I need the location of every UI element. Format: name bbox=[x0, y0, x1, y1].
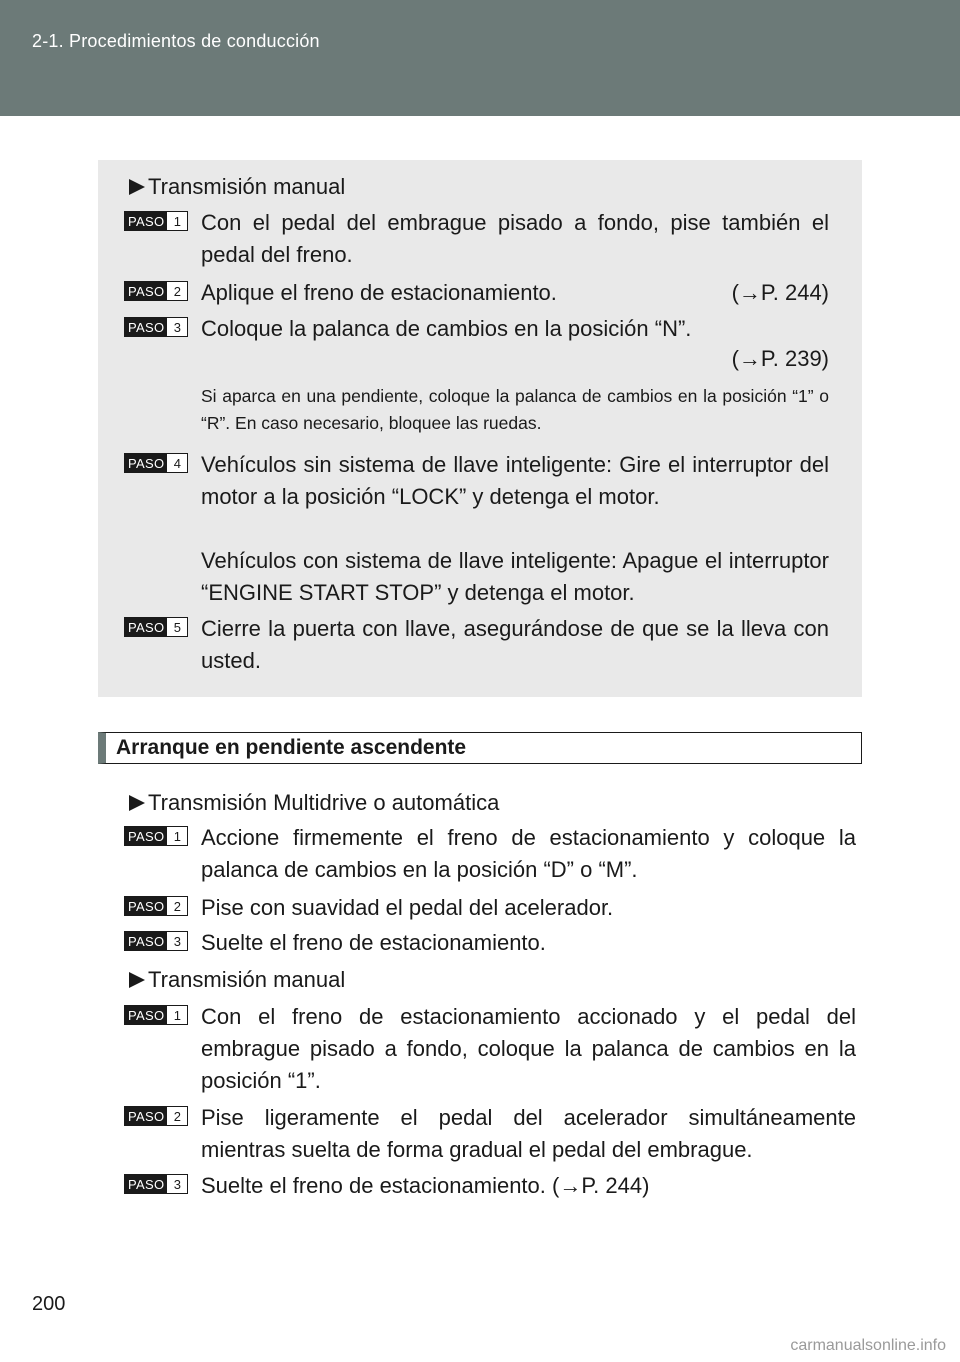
section-title: Arranque en pendiente ascendente bbox=[116, 736, 467, 759]
triangle-bullet-icon bbox=[129, 972, 145, 988]
step-badge: PASO 1 bbox=[124, 1005, 188, 1025]
step-badge: PASO 2 bbox=[124, 896, 188, 916]
manual-step-1-text: Con el freno de estacionamiento accionado y el pedal del embrague pisado a fondo, coloque la palanca de cambios en la posición “1”. bbox=[201, 1004, 856, 1093]
step-badge: PASO 1 bbox=[124, 211, 188, 231]
auto-step-3-text: Suelte el freno de estacionamiento. bbox=[201, 930, 546, 955]
manual-step-3-text: Suelte el freno de estacionamiento. (→P. 244) bbox=[201, 1173, 650, 1198]
box-step-5-text: Cierre la puerta con llave, asegurándose de que se la lleva con usted. bbox=[201, 616, 829, 673]
step-badge: PASO 2 bbox=[124, 1106, 188, 1126]
chapter-header bbox=[0, 0, 960, 116]
box-step-4-text-2: Vehículos con sistema de llave inteligente: Apague el interruptor “ENGINE START STOP” y detenga el motor. bbox=[201, 548, 829, 605]
step-badge: PASO 2 bbox=[124, 281, 188, 301]
box-step-4-text: Vehículos sin sistema de llave inteligente: Gire el interruptor del motor a la posición “LOCK” y detenga el motor. bbox=[201, 452, 829, 509]
manual-step-2-text: Pise ligeramente el pedal del acelerador simultáneamente mientras suelta de forma gradual el pedal del embrague. bbox=[201, 1105, 856, 1162]
step-badge: PASO 3 bbox=[124, 931, 188, 951]
box-step-1-text: Con el pedal del embrague pisado a fondo, pise también el pedal del freno. bbox=[201, 210, 829, 267]
step-badge: PASO 1 bbox=[124, 826, 188, 846]
triangle-bullet-icon bbox=[129, 179, 145, 195]
page-number: 200 bbox=[32, 1293, 66, 1315]
page-reference: (→P. 244) bbox=[731, 280, 829, 305]
step-badge: PASO 3 bbox=[124, 317, 188, 337]
auto-step-1-text: Accione firmemente el freno de estacionamiento y coloque la palanca de cambios en la posición “D” o “M”. bbox=[201, 825, 856, 882]
step-badge: PASO 4 bbox=[124, 453, 188, 473]
triangle-bullet-icon bbox=[129, 795, 145, 811]
auto-subhead: Transmisión Multidrive o automática bbox=[129, 787, 499, 819]
auto-step-2-text: Pise con suavidad el pedal del acelerador. bbox=[201, 895, 614, 920]
box-subhead: Transmisión manual bbox=[129, 171, 345, 203]
section-heading-bar bbox=[98, 732, 862, 764]
box-step-3-text: Coloque la palanca de cambios en la posición “N”. bbox=[201, 316, 692, 341]
watermark: carmanualsonline.info bbox=[790, 1337, 946, 1354]
step-badge: PASO 5 bbox=[124, 617, 188, 637]
chapter-title: 2-1. Procedimientos de conducción bbox=[32, 31, 320, 51]
box-step-2-text: Aplique el freno de estacionamiento. bbox=[201, 280, 557, 305]
step-badge: PASO 3 bbox=[124, 1174, 188, 1194]
box-note: Si aparca en una pendiente, coloque la palanca de cambios en la posición “1” o “R”. En caso necesario, bloquee las ruedas. bbox=[201, 386, 829, 433]
page-reference: (→P. 239) bbox=[731, 346, 829, 371]
manual-subhead: Transmisión manual bbox=[129, 964, 345, 996]
